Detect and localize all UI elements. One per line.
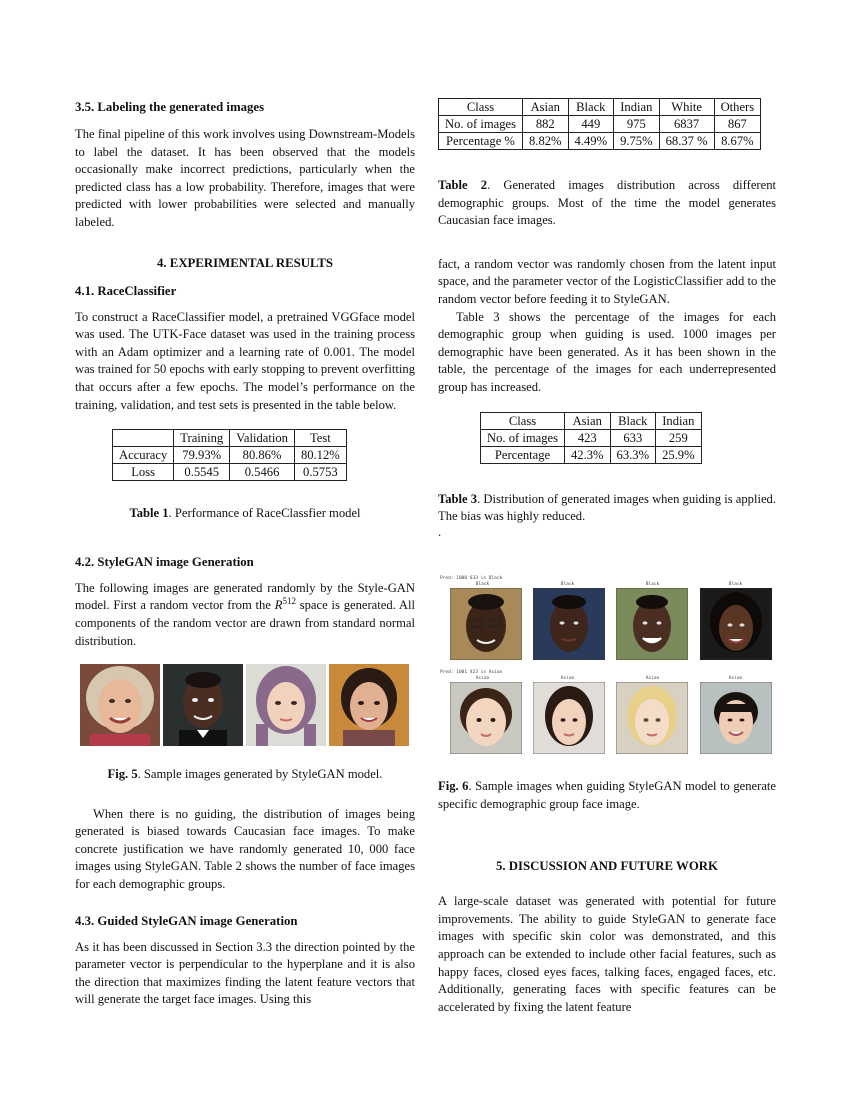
table-cell: 8.67%	[714, 133, 761, 150]
section-4-1-text: To construct a RaceClassifier model, a pretrained VGGface model was used. The UTK-Face dataset was used in the training process with an Adam optimizer and a learning rate of 0.001. The model was trained for 50 epochs with early stopping to prevent overfitting that occurs after a few epochs. The model’s performance on the training, validation, and test sets is presented in the table below.	[75, 309, 415, 412]
subplot-title: Black	[728, 582, 743, 587]
table-3	[480, 412, 702, 464]
table-cell: White	[659, 99, 714, 116]
table-cell: 867	[714, 116, 761, 133]
right-column	[438, 98, 776, 538]
table-row	[481, 429, 702, 446]
table-cell: Loss	[113, 464, 174, 481]
paragraph-no-guiding: When there is no guiding, the distribution of images being generated is biased towards Caucasian face images. To make concrete justification we have randomly generated 10, 000 face images using StyleGAN. Table 2 shows the number of face images for each demographic groups.	[75, 806, 415, 892]
subplot-title: Asian	[728, 676, 743, 681]
figure-6-row2-header: Pred: 1001 423 is Asian	[440, 670, 503, 675]
subplot-title: Asian	[475, 676, 490, 681]
table-cell: 68.37 %	[659, 133, 714, 150]
table-cell: Training	[174, 430, 230, 447]
paragraph-table-3: Table 3 shows the percentage of the images for each demographic group when guiding is used. 1000 images per demographic have been generated. As it has been shown in the table, the percentage of the images for each underrepresented group has increased.	[438, 309, 776, 394]
table-row	[113, 447, 347, 464]
table-cell: Others	[714, 99, 761, 116]
table-cell: Validation	[230, 430, 295, 447]
table-cell: 4.49%	[568, 133, 614, 150]
table-cell: 449	[568, 116, 614, 133]
table-row	[439, 116, 761, 133]
table-1-caption-label: Table 1	[129, 506, 169, 521]
table-row	[113, 464, 347, 481]
face-image-man	[163, 664, 243, 746]
face-image-elderly-woman	[80, 664, 160, 746]
face-image-woman-dark-hair	[329, 664, 409, 746]
subplot-title: Asian	[645, 676, 660, 681]
table-cell: No. of images	[439, 116, 523, 133]
table-row	[439, 133, 761, 150]
math-r: R	[274, 598, 283, 613]
table-cell: 63.3%	[610, 446, 656, 463]
table-cell: 42.3%	[565, 446, 611, 463]
table-cell	[113, 430, 174, 447]
table-cell: 79.93%	[174, 447, 230, 464]
table-cell: 9.75%	[614, 133, 660, 150]
face-image-black-man-smiling	[616, 588, 688, 660]
table-1	[112, 429, 347, 481]
table-cell: 80.12%	[294, 447, 346, 464]
table-3-caption-text: . Distribution of generated images when guiding is applied. The bias was highly reduced.	[438, 491, 776, 524]
table-2	[438, 98, 761, 150]
table-cell: 8.82%	[523, 133, 569, 150]
section-5-text: A large-scale dataset was generated with potential for future improvements. The ability to guide StyleGAN to generate face images with specific skin color was demonstrated, and this approach can be extended to include other facial features, such as happy faces, closed eyes faces, talking faces, engaged faces, etc. Additionally, generating faces with specific features can be accelerated by fixing the latent feature	[438, 894, 776, 1014]
figure-5-caption	[75, 766, 415, 784]
table-cell: 80.86%	[230, 447, 295, 464]
section-4-title: 4. EXPERIMENTAL RESULTS	[156, 255, 333, 270]
table-row	[113, 430, 347, 447]
figure-6-row1-header: Pred: 1000 633 is Black	[440, 576, 503, 581]
table-row	[481, 412, 702, 429]
section-4-2-title: 4.2. StyleGAN image Generation	[75, 554, 254, 569]
face-image-black-man-glasses	[450, 588, 522, 660]
table-1-caption-text: . Performance of RaceClassfier model	[168, 506, 361, 521]
table-cell: Black	[610, 412, 656, 429]
table-cell: 633	[610, 429, 656, 446]
table-2-caption-text: . Generated images distribution across different demographic groups. Most of the time the model generates Caucasian face images.	[438, 178, 776, 228]
subplot-title: Asian	[560, 676, 575, 681]
table-2-caption	[438, 177, 776, 230]
table-3-caption-label: Table 3	[438, 491, 478, 506]
figure-5-caption-label: Fig. 5	[107, 767, 138, 782]
section-5-title: 5. DISCUSSION AND FUTURE WORK	[496, 859, 718, 874]
face-image-black-woman	[700, 588, 772, 660]
section-4-2-text-a: The following images are generated randomly by the Style-GAN model. First a random vector from the	[75, 580, 415, 613]
face-image-asian-blonde	[616, 682, 688, 754]
table-cell: Percentage	[481, 446, 565, 463]
face-image-asian-smiling	[700, 682, 772, 754]
table-row	[481, 446, 702, 463]
table-3-caption	[438, 491, 776, 526]
table-cell: 25.9%	[656, 446, 702, 463]
section-3-5-title: 3.5. Labeling the generated images	[75, 100, 265, 114]
stray-dot: .	[438, 524, 442, 539]
section-3-5-text: The final pipeline of this work involves using Downstream-Models to label the dataset. It has been observed that the models occasionally make incorrect predictions, particularly when the predicted class has a low probability. Therefore, images that were predicted with lower probabilities were selected and manually labeled.	[75, 127, 415, 229]
table-cell: Indian	[656, 412, 702, 429]
table-cell: Asian	[523, 99, 569, 116]
subplot-title: Black	[475, 582, 490, 587]
right-column-lower	[438, 778, 776, 1016]
table-cell: Accuracy	[113, 447, 174, 464]
table-cell: 423	[565, 429, 611, 446]
figure-6-caption	[438, 778, 776, 813]
section-4-3-text: As it has been discussed in Section 3.3 the direction pointed by the parameter vector is perpendicular to the hyperplane and it is also the direction that maximizes finding the latent feature vectors that will generate the target face images. Using this	[75, 939, 415, 1007]
table-cell: 975	[614, 116, 660, 133]
table-cell: Class	[481, 412, 565, 429]
table-cell: Class	[439, 99, 523, 116]
figure-5-caption-text: . Sample images generated by StyleGAN model.	[137, 767, 383, 782]
table-2-caption-label: Table 2	[438, 178, 488, 192]
table-cell: Black	[568, 99, 614, 116]
table-cell: No. of images	[481, 429, 565, 446]
face-image-asian-woman	[533, 682, 605, 754]
table-cell: Test	[294, 430, 346, 447]
table-cell: Asian	[565, 412, 611, 429]
section-4-3-title: 4.3. Guided StyleGAN image Generation	[75, 913, 298, 928]
subplot-title: Black	[560, 582, 575, 587]
face-image-woman-purple-hair	[246, 664, 326, 746]
table-cell: Percentage %	[439, 133, 523, 150]
section-4-1-title: 4.1. RaceClassifier	[75, 283, 177, 298]
table-cell: 6837	[659, 116, 714, 133]
table-1-caption	[75, 505, 415, 523]
table-cell: Indian	[614, 99, 660, 116]
subplot-title: Black	[645, 582, 660, 587]
figure-5	[80, 664, 415, 746]
section-4-2-text	[75, 580, 415, 650]
figure-6	[440, 576, 780, 766]
figure-6-caption-label: Fig. 6	[438, 779, 469, 793]
paragraph-fact: fact, a random vector was randomly chosen from the latent input space, and the parameter vector of the LogisticClassifier add to the random vector before feeding it to StyleGAN.	[438, 256, 776, 306]
table-cell: 259	[656, 429, 702, 446]
left-column	[75, 98, 415, 1009]
table-row	[439, 99, 761, 116]
figure-6-caption-text: . Sample images when guiding StyleGAN model to generate specific demographic group face image.	[438, 779, 776, 811]
math-sup: 512	[282, 596, 296, 607]
table-cell: 0.5545	[174, 464, 230, 481]
face-image-black-man	[533, 588, 605, 660]
table-cell: 0.5753	[294, 464, 346, 481]
table-cell: 0.5466	[230, 464, 295, 481]
section-4-2-text-b: space is generated. All components of the random vector are drawn from standard normal distribution.	[75, 598, 416, 648]
table-cell: 882	[523, 116, 569, 133]
face-image-asian-child	[450, 682, 522, 754]
